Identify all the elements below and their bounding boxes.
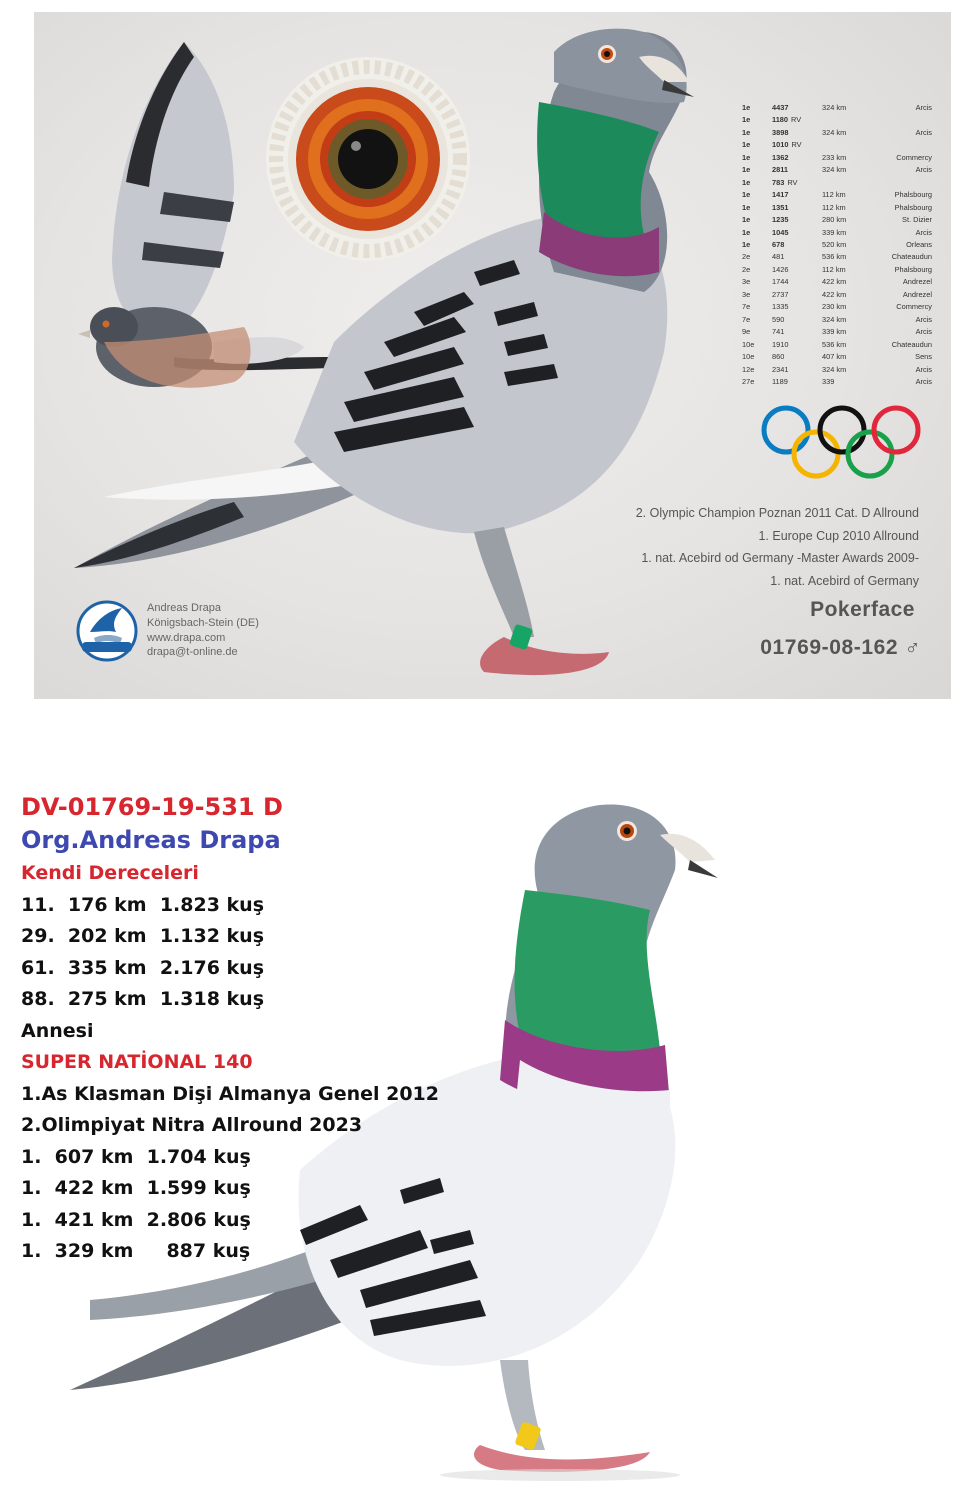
result-entries-text: 2811 [772,165,789,175]
result-entries [772,164,822,176]
result-entries [772,314,822,326]
result-distance-text: 324 km [822,103,847,112]
mother-name: SUPER NATİONAL 140 [21,1051,253,1073]
result-location-text: Commercy [896,152,932,162]
result-place [742,102,772,114]
breeder-website[interactable]: www.drapa.com [147,631,226,644]
result-entries [772,189,822,201]
result-place-text: 10e [742,352,755,362]
own-result-line: 11. 176 km 1.823 kuş [21,893,265,916]
result-entries [772,102,822,114]
result-entries-text: 1045 [772,227,789,237]
result-distance [822,301,862,313]
result-row [742,202,932,214]
result-location-text: Andrezel [902,277,932,287]
pigeon-info-block [21,792,439,1268]
eye-closeup [266,57,470,261]
result-entries [772,264,822,276]
result-distance-text: 280 km [822,215,847,225]
result-distance-text: 324 km [822,165,847,175]
result-row [742,264,932,276]
result-distance [822,102,862,114]
result-place-text: 7e [742,302,751,312]
result-entries-text: 3898 [772,127,789,137]
result-place [742,227,772,239]
result-place-text: 1e [742,239,751,249]
result-row [742,251,932,263]
result-distance-text: 230 km [822,302,847,312]
result-location [862,314,932,326]
olympic-rings [764,408,918,476]
result-location-text: Arcis [915,165,932,175]
result-entries-text: 1010 [772,140,789,150]
result-place-text: 1e [742,140,751,150]
breeder-name: Andreas Drapa [147,602,221,614]
result-location [862,227,932,239]
result-location [862,351,932,363]
mother-result-line: 1. 421 km 2.806 kuş [21,1208,251,1231]
result-location-text: Orleans [906,239,932,249]
result-distance [822,214,862,226]
result-location-text: Phalsbourg [894,264,932,274]
result-distance-text: 339 km [822,227,847,237]
result-suffix: RV [791,140,802,150]
result-place [742,364,772,376]
result-entries-text: 1189 [772,376,788,386]
result-entries-text: 860 [772,352,785,362]
result-entries [772,139,822,151]
result-row [742,152,932,164]
result-entries [772,177,822,189]
result-distance-text: 422 km [822,277,847,287]
achievement-line: 1. nat. Acebird of Germany [770,573,919,588]
result-distance-text: 112 km [822,264,846,274]
result-location [862,251,932,263]
result-entries [772,276,822,288]
result-entries [772,152,822,164]
pigeon-name: Pokerface [810,598,915,621]
result-place-text: 1e [742,215,751,225]
result-location [862,114,932,126]
result-location [862,202,932,214]
achievement-line: 1. nat. Acebird od Germany -Master Awards 2009- [641,551,919,565]
result-location [862,264,932,276]
drapa-logo [76,600,138,662]
result-distance-text: 536 km [822,339,847,349]
result-distance-text: 339 km [822,327,847,337]
result-row [742,177,932,189]
result-distance-text: 324 km [822,127,847,137]
result-entries-text: 1744 [772,277,789,287]
result-location [862,364,932,376]
breeder-email[interactable]: drapa@t-online.de [147,646,238,659]
result-distance [822,276,862,288]
own-result-line: 88. 275 km 1.318 kuş [21,988,265,1010]
result-entries-text: 590 [772,314,785,324]
result-place [742,164,772,176]
result-place [742,276,772,288]
result-place-text: 10e [742,339,755,349]
result-entries-text: 481 [772,252,785,262]
result-location [862,127,932,139]
result-distance-text: 520 km [822,239,847,249]
result-location-text: Phalsbourg [894,190,932,200]
result-location-text: Arcis [915,364,932,374]
result-distance-text: 324 km [822,314,847,324]
result-entries-text: 1351 [772,202,789,212]
result-place [742,177,772,189]
result-place [742,214,772,226]
result-place [742,127,772,139]
result-row [742,227,932,239]
result-location-text: Sens [915,352,932,362]
result-row [742,326,932,338]
result-place-text: 1e [742,227,751,237]
result-place-text: 2e [742,264,751,274]
result-location [862,189,932,201]
breeder-contact [147,601,259,660]
result-entries [772,289,822,301]
result-place-text: 1e [742,190,751,200]
result-place [742,289,772,301]
result-location-text: Arcis [915,227,932,237]
result-entries [772,239,822,251]
result-entries-text: 678 [772,239,785,249]
result-place-text: 2e [742,252,751,262]
result-place-text: 9e [742,327,751,337]
result-place-text: 1e [742,202,751,212]
result-location [862,326,932,338]
result-location-text: St. Dizier [902,215,932,225]
mother-label: Annesi [21,1019,94,1042]
result-place-text: 1e [742,103,751,112]
result-distance [822,339,862,351]
result-entries [772,301,822,313]
ring-code: DV-01769-19-531 D [21,793,283,821]
result-entries-text: 783 [772,177,785,187]
result-place-text: 1e [742,127,751,137]
result-place-text: 27e [742,376,755,386]
result-entries [772,351,822,363]
mother-result-line: 2.Olimpiyat Nitra Allround 2023 [21,1114,363,1136]
result-entries-text: 741 [772,327,785,337]
result-entries [772,227,822,239]
result-entries-text: 4437 [772,103,789,112]
result-distance-text: 536 km [822,252,847,262]
result-row [742,102,932,114]
result-distance [822,314,862,326]
achievement-line: 2. Olympic Champion Poznan 2011 Cat. D Allround [635,506,919,520]
result-row [742,351,932,363]
result-entries [772,214,822,226]
result-location-text: Andrezel [902,289,932,299]
result-distance-text: 407 km [822,352,847,362]
result-distance [822,139,862,151]
result-place [742,351,772,363]
result-place-text: 3e [742,289,751,299]
result-location [862,339,932,351]
result-place [742,114,772,126]
pokerface-card [34,12,951,699]
mother-result-line: 1. 422 km 1.599 kuş [21,1177,251,1199]
result-distance-text: 422 km [822,289,847,299]
result-distance-text: 324 km [822,364,847,374]
result-entries [772,251,822,263]
result-place [742,376,772,388]
result-place [742,264,772,276]
result-distance-text: 233 km [822,152,847,162]
result-distance [822,326,862,338]
result-distance [822,202,862,214]
own-results-heading: Kendi Dereceleri [21,862,199,884]
result-distance [822,351,862,363]
mother-result-line: 1.As Klasman Dişi Almanya Genel 2012 [21,1082,439,1105]
result-location [862,139,932,151]
result-location-text: Phalsbourg [894,202,932,212]
result-distance [822,189,862,201]
result-distance [822,177,862,189]
own-result-line: 61. 335 km 2.176 kuş [21,956,265,979]
result-place [742,251,772,263]
result-suffix: RV [787,177,798,187]
breeder-origin: Org.Andreas Drapa [21,826,281,854]
result-location [862,276,932,288]
result-entries [772,127,822,139]
own-result-line: 29. 202 km 1.132 kuş [21,925,265,947]
result-location [862,164,932,176]
result-distance [822,376,862,388]
result-place [742,202,772,214]
result-place-text: 1e [742,165,751,175]
result-row [742,239,932,251]
result-distance [822,164,862,176]
result-row [742,376,932,388]
result-row [742,301,932,313]
achievements-list [636,502,919,592]
result-row [742,364,932,376]
result-entries [772,326,822,338]
result-entries [772,376,822,388]
result-distance-text: 112 km [822,190,846,200]
result-location-text: Arcis [915,376,932,386]
result-place [742,139,772,151]
result-entries-text: 1417 [772,190,789,200]
result-place-text: 7e [742,314,751,324]
result-location [862,152,932,164]
breeder-city: Königsbach-Stein (DE) [147,616,259,629]
result-place [742,326,772,338]
result-row [742,339,932,351]
result-row [742,114,932,126]
result-place-text: 1e [742,152,751,162]
result-row [742,189,932,201]
result-location-text: Commercy [896,302,932,312]
result-row [742,127,932,139]
result-distance-text: 112 km [822,202,846,212]
result-distance [822,289,862,301]
result-place [742,152,772,164]
result-row [742,276,932,288]
result-location [862,102,932,114]
result-distance [822,364,862,376]
pigeon-ring-number: 01769-08-162 ♂ [760,636,921,659]
result-distance [822,127,862,139]
result-entries-text: 2341 [772,364,789,374]
result-entries-text: 2737 [772,289,789,299]
result-place-text: 12e [742,364,755,374]
result-entries-text: 1362 [772,152,789,162]
result-location-text: Arcis [915,327,932,337]
result-entries [772,339,822,351]
result-place [742,189,772,201]
result-entries-text: 1335 [772,302,789,312]
result-row [742,139,932,151]
result-distance [822,251,862,263]
result-location-text: Chateaudun [891,252,932,262]
result-location [862,177,932,189]
result-entries-text: 1910 [772,339,789,349]
result-suffix: RV [791,115,802,125]
result-entries [772,364,822,376]
result-entries-text: 1180 [772,115,789,125]
result-row [742,214,932,226]
result-place [742,301,772,313]
result-place-text: 1e [742,115,751,125]
result-location-text: Arcis [915,314,932,324]
result-entries [772,202,822,214]
result-location-text: Arcis [915,127,932,137]
result-location [862,239,932,251]
result-entries-text: 1426 [772,264,789,274]
achievement-line: 1. Europe Cup 2010 Allround [758,528,919,543]
result-entries-text: 1235 [772,215,789,225]
results-table [742,102,932,388]
result-distance [822,227,862,239]
result-location [862,289,932,301]
result-location [862,376,932,388]
result-place-text: 1e [742,177,751,187]
result-place-text: 3e [742,277,751,287]
result-row [742,314,932,326]
result-place [742,239,772,251]
result-location [862,301,932,313]
result-location-text: Chateaudun [891,339,932,349]
result-location-text: Arcis [915,103,932,112]
mother-result-line: 1. 607 km 1.704 kuş [21,1145,251,1168]
result-place [742,339,772,351]
result-distance-text: 339 [822,376,835,386]
mother-result-line: 1. 329 km 887 kuş [21,1240,251,1262]
result-place [742,314,772,326]
result-location [862,214,932,226]
result-row [742,164,932,176]
result-distance [822,152,862,164]
result-entries [772,114,822,126]
result-distance [822,264,862,276]
result-distance [822,114,862,126]
result-row [742,289,932,301]
result-distance [822,239,862,251]
